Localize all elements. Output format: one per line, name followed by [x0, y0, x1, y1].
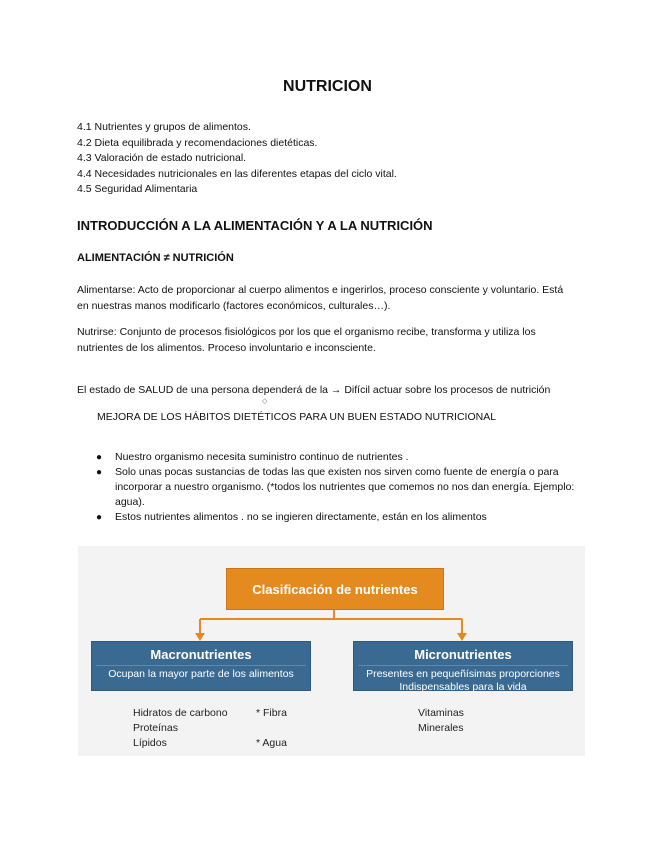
bullet-list — [96, 450, 576, 525]
diamond-icon: ◇ — [262, 398, 268, 405]
paragraph-nutrirse: Nutrirse: Conjunto de procesos fisiológicos por los que el organismo recibe, transforma y utiliza los nutrientes de los alimentos. Proceso involuntario e inconsciente. — [77, 326, 536, 354]
macro-item: Proteínas — [133, 722, 178, 734]
macro-extra-item: * Agua — [256, 737, 287, 749]
micro-item: Minerales — [418, 722, 464, 734]
list-item — [96, 465, 576, 510]
micronutrients-subtitle-line: Indispensables para la vida — [399, 681, 527, 693]
bullet-icon: ● — [96, 452, 103, 463]
bullet-text: Nuestro organismo necesita suministro continuo de nutrientes . — [115, 451, 409, 463]
macronutrients-box — [91, 641, 311, 691]
toc-item: 4.4 Necesidades nutricionales en las diferentes etapas del ciclo vital. — [77, 167, 397, 180]
toc-item: 4.3 Valoración de estado nutricional. — [77, 152, 247, 164]
micronutrients-box — [353, 641, 573, 691]
section-heading: INTRODUCCIÓN A LA ALIMENTACIÓN Y A LA NUTRICIÓN — [77, 218, 433, 233]
toc-item: 4.1 Nutrientes y grupos de alimentos. — [77, 121, 251, 133]
subsection-heading: ALIMENTACIÓN ≠ NUTRICIÓN — [77, 252, 234, 264]
macro-item: Hidratos de carbono — [133, 707, 228, 719]
micro-item: Vitaminas — [418, 707, 464, 719]
arrow-left-icon — [195, 633, 205, 641]
paragraph-salud: El estado de SALUD de una persona dependerá de la → Difícil actuar sobre los procesos de nutrición — [77, 384, 551, 396]
nutrient-classification-diagram — [78, 546, 585, 756]
mejora-heading: MEJORA DE LOS HÁBITOS DIETÉTICOS PARA UN BUEN ESTADO NUTRICIONAL — [97, 411, 497, 423]
list-item — [96, 450, 576, 465]
arrow-right-icon — [457, 633, 467, 641]
macronutrients-subtitle: Ocupan la mayor parte de los alimentos — [96, 665, 306, 681]
toc-item: 4.2 Dieta equilibrada y recomendaciones dietéticas. — [77, 136, 318, 149]
paragraph-alimentarse: Alimentarse: Acto de proporcionar al cuerpo alimentos e ingerirlos, proceso consciente y voluntario. Está en nuestras manos modificarlo (factores económicos, culturales…). — [77, 284, 564, 312]
bullet-icon: ● — [96, 467, 103, 478]
toc-item: 4.5 Seguridad Alimentaria — [77, 183, 198, 195]
micronutrients-title: Micronutrientes — [414, 647, 512, 662]
page-title: NUTRICION — [283, 78, 372, 95]
macronutrients-title: Macronutrientes — [150, 647, 252, 662]
micronutrients-subtitle — [358, 665, 568, 694]
classification-box: Clasificación de nutrientes — [226, 568, 444, 610]
bullet-icon: ● — [96, 512, 103, 523]
list-item — [96, 510, 576, 525]
table-of-contents — [77, 120, 397, 198]
macro-item: Lípidos — [133, 737, 167, 749]
bullet-text: Solo unas pocas sustancias de todas las que existen nos sirven como fuente de energía o para incorporar a nuestro organismo. (*todos los nutrientes que comemos no nos dan energía. Ejemplo: agua). — [115, 466, 575, 508]
micronutrients-subtitle-line: Presentes en pequeñísimas proporciones — [366, 668, 560, 680]
macro-extra-item: * Fibra — [256, 707, 287, 719]
bullet-text: Estos nutrientes alimentos . no se ingieren directamente, están en los alimentos — [115, 511, 487, 523]
